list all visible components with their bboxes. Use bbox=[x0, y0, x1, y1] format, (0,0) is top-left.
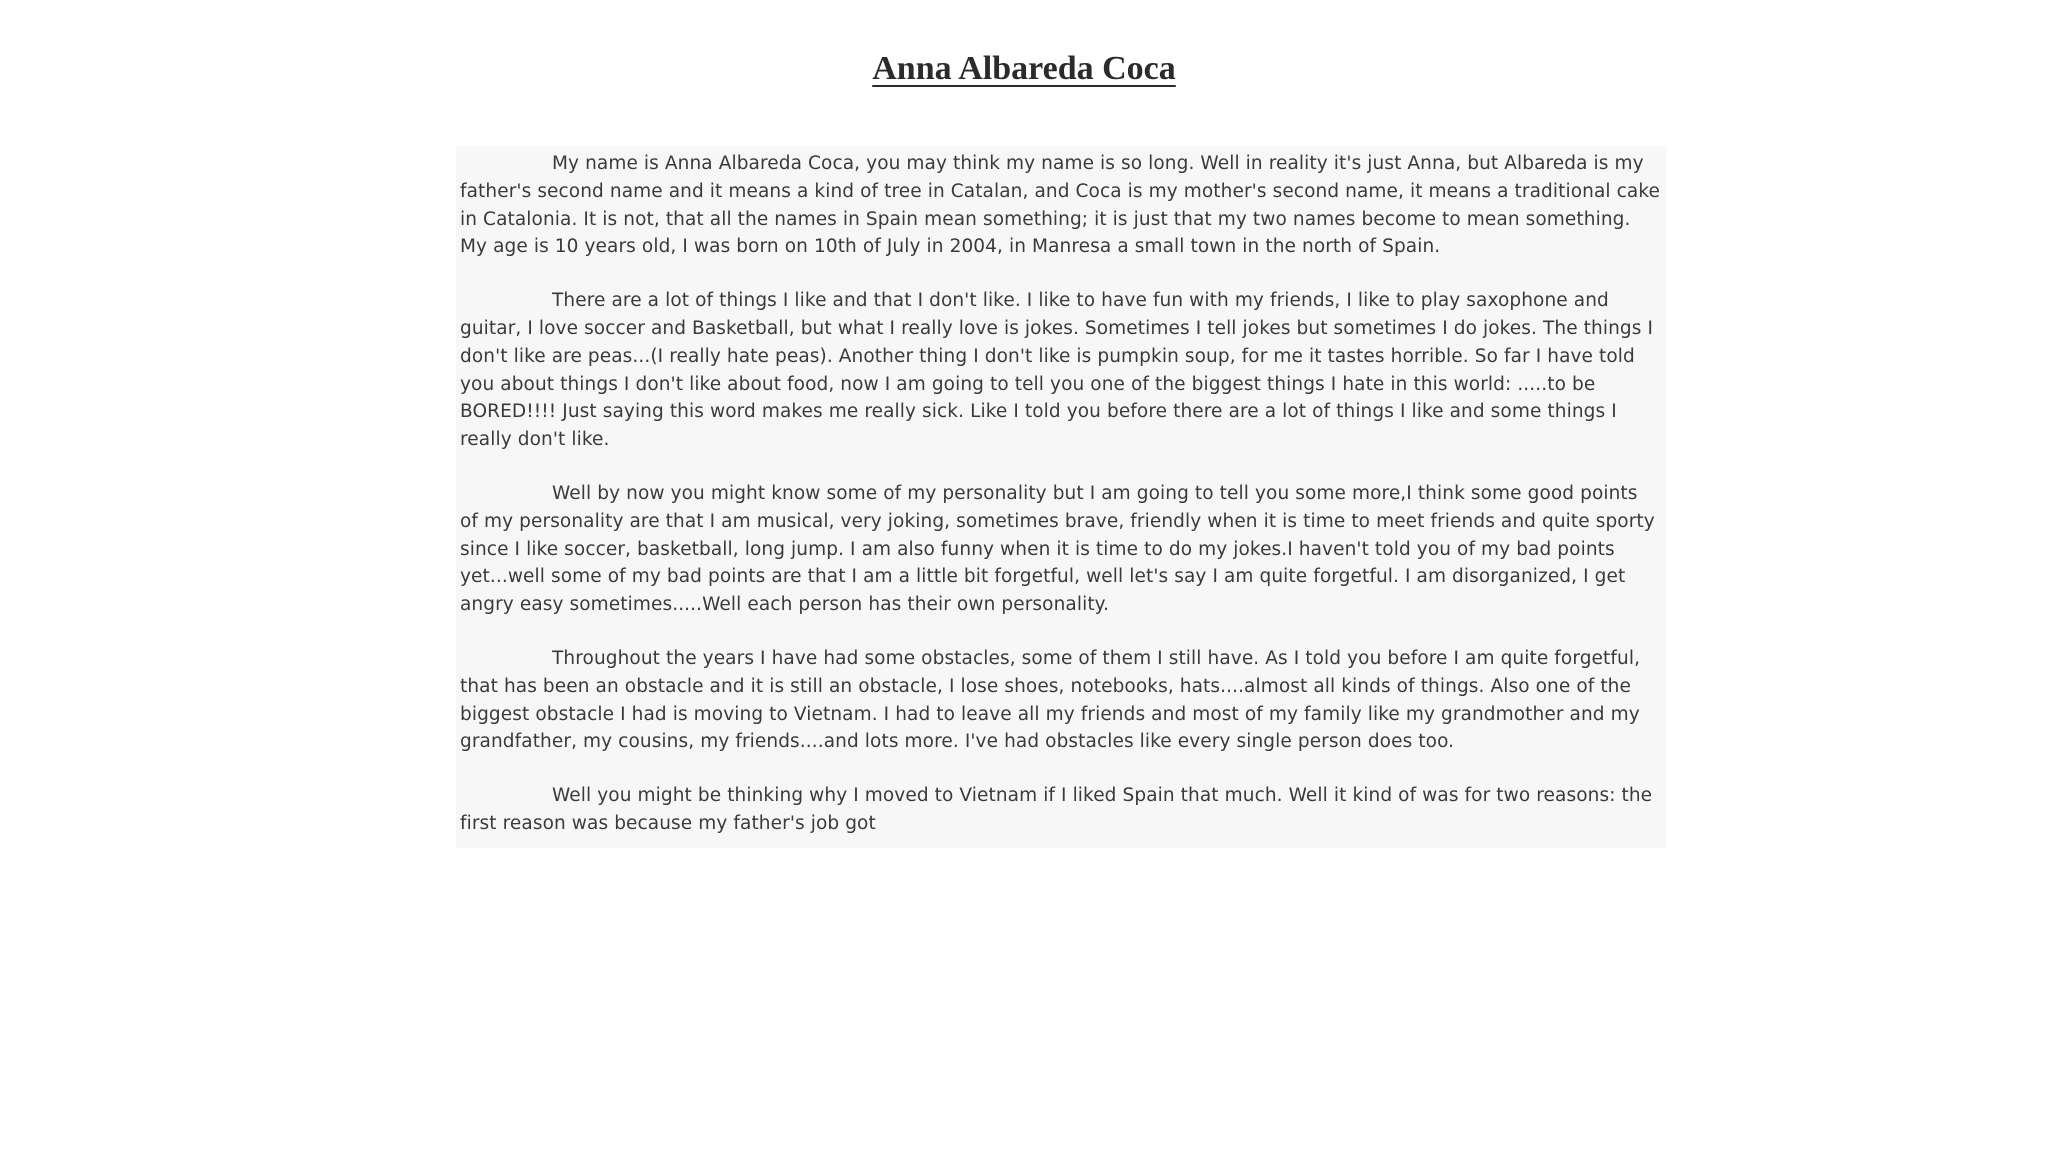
document-title bbox=[0, 50, 2048, 88]
document-title-text: Anna Albareda Coca bbox=[872, 50, 1176, 87]
paragraph-name: My name is Anna Albareda Coca, you may think my name is so long. Well in reality it's just Anna, but Albareda is my father's second name and it means a kind of tree in Catalan, and Coca is my mother's second name, it means a traditional cake in Catalonia. It is not, that all the names in Spain mean something; it is just that my two names become to mean something. My age is 10 years old, I was born on 10th of July in 2004, in Manresa a small town in the north of Spain. bbox=[460, 153, 1660, 258]
paragraph-moving: Well you might be thinking why I moved to Vietnam if I liked Spain that much. Well it kind of was for two reasons: the first reason was because my father's job got bbox=[460, 785, 1653, 834]
document-body bbox=[456, 146, 1666, 848]
paragraph-personality: Well by now you might know some of my personality but I am going to tell you some more,I think some good points of my personality are that I am musical, very joking, sometimes brave, friendly when it is time to meet friends and quite sporty since I like soccer, basketball, long jump. I am also funny when it is time to do my jokes.I haven't told you of my bad points yet...well some of my bad points are that I am a little bit forgetful, well let's say I am quite forgetful. I am disorganized, I get angry easy sometimes.....Well each person has their own personality. bbox=[460, 482, 1655, 616]
paragraph-obstacles: Throughout the years I have had some obstacles, some of them I still have. As I told you before I am quite forgetful, that has been an obstacle and it is still an obstacle, I lose shoes, notebooks, hats....almost all kinds of things. Also one of the biggest obstacle I had is moving to Vietnam. I had to leave all my friends and most of my family like my grandmother and my grandfather, my cousins, my friends....and lots more. I've had obstacles like every single person does too. bbox=[460, 647, 1641, 753]
paragraph-likes-dislikes: There are a lot of things I like and that I don't like. I like to have fun with my friends, I like to play saxophone and guitar, I love soccer and Basketball, but what I really love is jokes. Sometimes I tell jokes but sometimes I do jokes. The things I don't like are peas...(I really hate peas). Another thing I don't like is pumpkin soup, for me it tastes horrible. So far I have told you about things I don't like about food, now I am going to tell you one of the biggest things I hate in this world: .....to be BORED!!!! Just saying this word makes me really sick. Like I told you before there are a lot of things I like and some things I really don't like. bbox=[460, 290, 1654, 451]
